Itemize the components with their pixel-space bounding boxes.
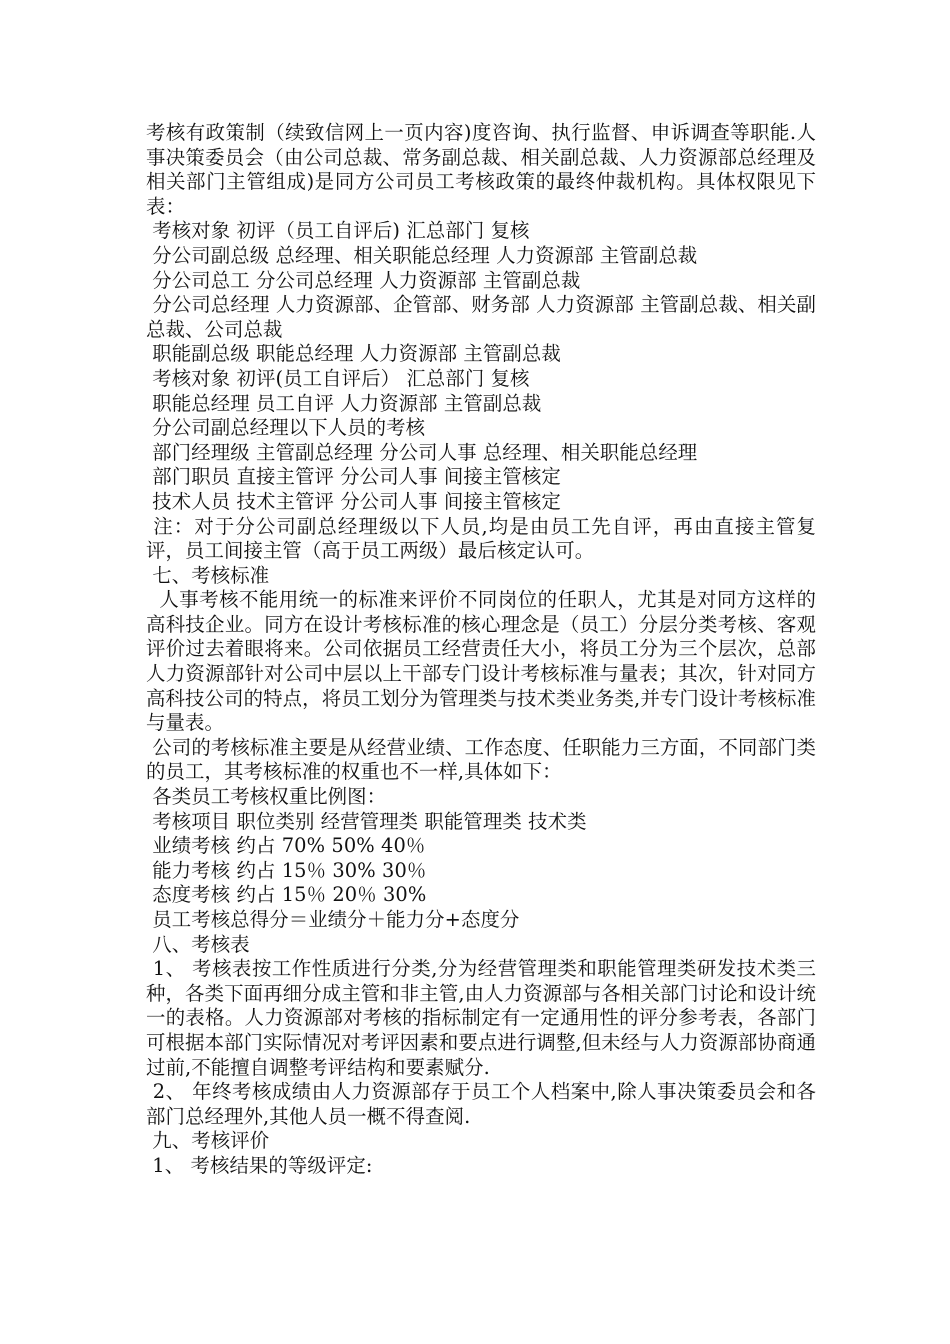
paragraph: 各类员工考核权重比例图： [146,785,387,809]
paragraph: 职能副总级 职能总经理 人力资源部 主管副总裁 [146,342,561,366]
paragraph: 公司的考核标准主要是从经营业绩、工作态度、任职能力三方面，不同部门类的员工，其考核标准的权重也不一样,具体如下： [146,735,816,784]
paragraph: 部门经理级 主管副总经理 分公司人事 总经理、相关职能总经理 [146,440,698,464]
paragraph: 人事考核不能用统一的标准来评价不同岗位的任职人，尤其是对同方这样的高科技企业。同方在设计考核标准的核心理念是（员工）分层分类考核、客观评价过去着眼将来。公司依据员工经营责任大小，将员工分为三个层次，总部人力资源部针对公司中层以上干部专门设计考核标准与量表；其次，针对同方高科技公司的特点，将员工划分为管理类与技术类业务类,并专门设计考核标准与量表。 [146,588,816,735]
document-body [146,121,816,1179]
paragraph: 八、考核表 [146,932,250,956]
paragraph: 考核有政策制（续致信网上一页内容)度咨询、执行监督、申诉调查等职能.人事决策委员会（由公司总裁、常务副总裁、相关副总裁、人力资源部总经理及相关部门主管组成)是同方公司员工考核政策的最终仲裁机构。具体权限见下表： [146,121,816,218]
paragraph: 员工考核总得分＝业绩分＋能力分+态度分 [146,908,520,931]
paragraph: 考核对象 初评（员工自评后) 汇总部门 复核 [146,219,530,243]
paragraph: 1、 考核结果的等级评定: [146,1153,373,1177]
paragraph: 分公司副总经理以下人员的考核 [146,416,426,440]
paragraph: 部门职员 直接主管评 分公司人事 间接主管核定 [146,465,561,489]
paragraph: 1、 考核表按工作性质进行分类,分为经营管理类和职能管理类研发技术类三种，各类下面再细分成主管和非主管,由人力资源部与各相关部门讨论和设计统一的表格。人力资源部对考核的指标制定有一定通用性的评分参考表，各部门可根据本部门实际情况对考评因素和要点进行调整,但未经与人力资源部协商通过前,不能擅自调整考评结构和要素赋分. [146,957,816,1079]
paragraph: 业绩考核 约占 70% 50% 40％ [146,834,426,858]
paragraph: 分公司副总级 总经理、相关职能总经理 人力资源部 主管副总裁 [146,243,698,267]
paragraph: 分公司总工 分公司总经理 人力资源部 主管副总裁 [146,268,581,292]
paragraph: 七、考核标准 [146,563,270,587]
paragraph: 2、 年终考核成绩由人力资源部存于员工个人档案中,除人事决策委员会和各部门总经理外,其他人员一概不得查阅. [146,1080,816,1128]
paragraph: 能力考核 约占 15％ 30% 30％ [146,858,427,882]
paragraph: 考核对象 初评(员工自评后） 汇总部门 复核 [146,366,530,390]
paragraph: 职能总经理 员工自评 人力资源部 主管副总裁 [146,391,542,415]
paragraph: 注：对于分公司副总经理级以下人员,均是由员工先自评，再由直接主管复评，员工间接主管（高于员工两级）最后核定认可。 [146,514,817,563]
paragraph: 九、考核评价 [146,1129,270,1153]
paragraph: 考核项目 职位类别 经营管理类 职能管理类 技术类 [146,809,587,833]
paragraph: 态度考核 约占 15％ 20％ 30% [146,883,427,907]
paragraph: 分公司总经理 人力资源部、企管部、财务部 人力资源部 主管副总裁、相关副总裁、公司总裁 [146,293,816,341]
paragraph: 技术人员 技术主管评 分公司人事 间接主管核定 [146,489,561,513]
